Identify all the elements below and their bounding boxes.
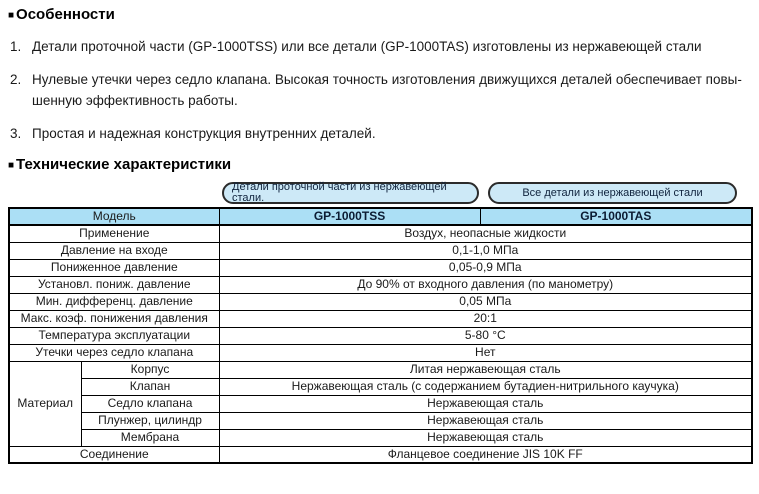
row-value: Нержавеющая сталь (219, 412, 752, 429)
table-row-material (9, 378, 752, 395)
section-bullet-icon: ■ (8, 159, 15, 171)
row-value: 0,05-0,9 МПа (219, 259, 752, 276)
row-label: Применение (9, 225, 219, 242)
row-value: До 90% от входного давления (по манометру) (219, 276, 752, 293)
row-label: Температура эксплуатации (9, 327, 219, 344)
row-value: 20:1 (219, 310, 752, 327)
table-row (9, 259, 752, 276)
row-label: Соединение (9, 446, 219, 463)
badge-tss: Детали проточной части из нержавеющей стали. (222, 182, 479, 204)
row-value: 0,05 МПа (219, 293, 752, 310)
table-row (9, 344, 752, 361)
list-item-number: 3. (10, 126, 22, 141)
list-item-text: Простая и надежная конструкция внутренних деталей. (32, 126, 376, 141)
table-row (9, 446, 752, 463)
features-title: Особенности (16, 6, 115, 23)
specs-heading (8, 156, 751, 173)
row-value: 0,1-1,0 МПа (219, 242, 752, 259)
table-row-material (9, 412, 752, 429)
row-value: Литая нержавеющая сталь (219, 361, 752, 378)
model-tas-cell: GP-1000TAS (480, 208, 752, 225)
list-item-number: 1. (10, 39, 22, 54)
model-label-cell: Модель (9, 208, 219, 225)
row-sublabel: Плунжер, цилиндр (81, 412, 219, 429)
table-row (9, 276, 752, 293)
table-row-model (9, 208, 752, 225)
list-item (10, 123, 751, 144)
row-sublabel: Корпус (81, 361, 219, 378)
row-label: Мин. дифференц. давление (9, 293, 219, 310)
row-value: Воздух, неопасные жидкости (219, 225, 752, 242)
row-sublabel: Клапан (81, 378, 219, 395)
list-item (10, 36, 751, 57)
table-row (9, 310, 752, 327)
row-value: Нет (219, 344, 752, 361)
row-value: Нержавеющая сталь (219, 429, 752, 446)
row-value: Нержавеющая сталь (с содержанием бутадиен-нитрильного каучука) (219, 378, 752, 395)
row-label: Давление на входе (9, 242, 219, 259)
table-row-material (9, 361, 752, 378)
model-badges (222, 182, 751, 204)
table-row-material (9, 395, 752, 412)
features-heading (8, 6, 751, 23)
features-list (10, 36, 751, 144)
badge-tas: Все детали из нержавеющей стали (488, 182, 737, 204)
row-label: Макс. коэф. понижения давления (9, 310, 219, 327)
table-row (9, 293, 752, 310)
row-value: 5-80 °C (219, 327, 752, 344)
section-bullet-icon: ■ (8, 9, 15, 21)
row-value: Фланцевое соединение JIS 10K FF (219, 446, 752, 463)
row-label: Пониженное давление (9, 259, 219, 276)
row-sublabel: Мембрана (81, 429, 219, 446)
material-group-label: Материал (9, 361, 81, 446)
row-sublabel: Седло клапана (81, 395, 219, 412)
row-value: Нержавеющая сталь (219, 395, 752, 412)
table-row-material (9, 429, 752, 446)
table-row (9, 327, 752, 344)
specs-title: Технические характеристики (16, 156, 232, 173)
list-item-text: Детали проточной части (GP-1000TSS) или все детали (GP-1000TAS) изготовлены из нержавеющей стали (32, 39, 702, 54)
model-tss-cell: GP-1000TSS (219, 208, 480, 225)
spec-table (8, 207, 753, 464)
row-label: Утечки через седло клапана (9, 344, 219, 361)
list-item (10, 69, 751, 111)
list-item-number: 2. (10, 72, 22, 87)
row-label: Установл. пониж. давление (9, 276, 219, 293)
list-item-text: Нулевые утечки через седло клапана. Высокая точность изготовления движущихся деталей обеспечивает повы-шенную эффективность работы. (32, 72, 742, 108)
table-row (9, 242, 752, 259)
table-row (9, 225, 752, 242)
